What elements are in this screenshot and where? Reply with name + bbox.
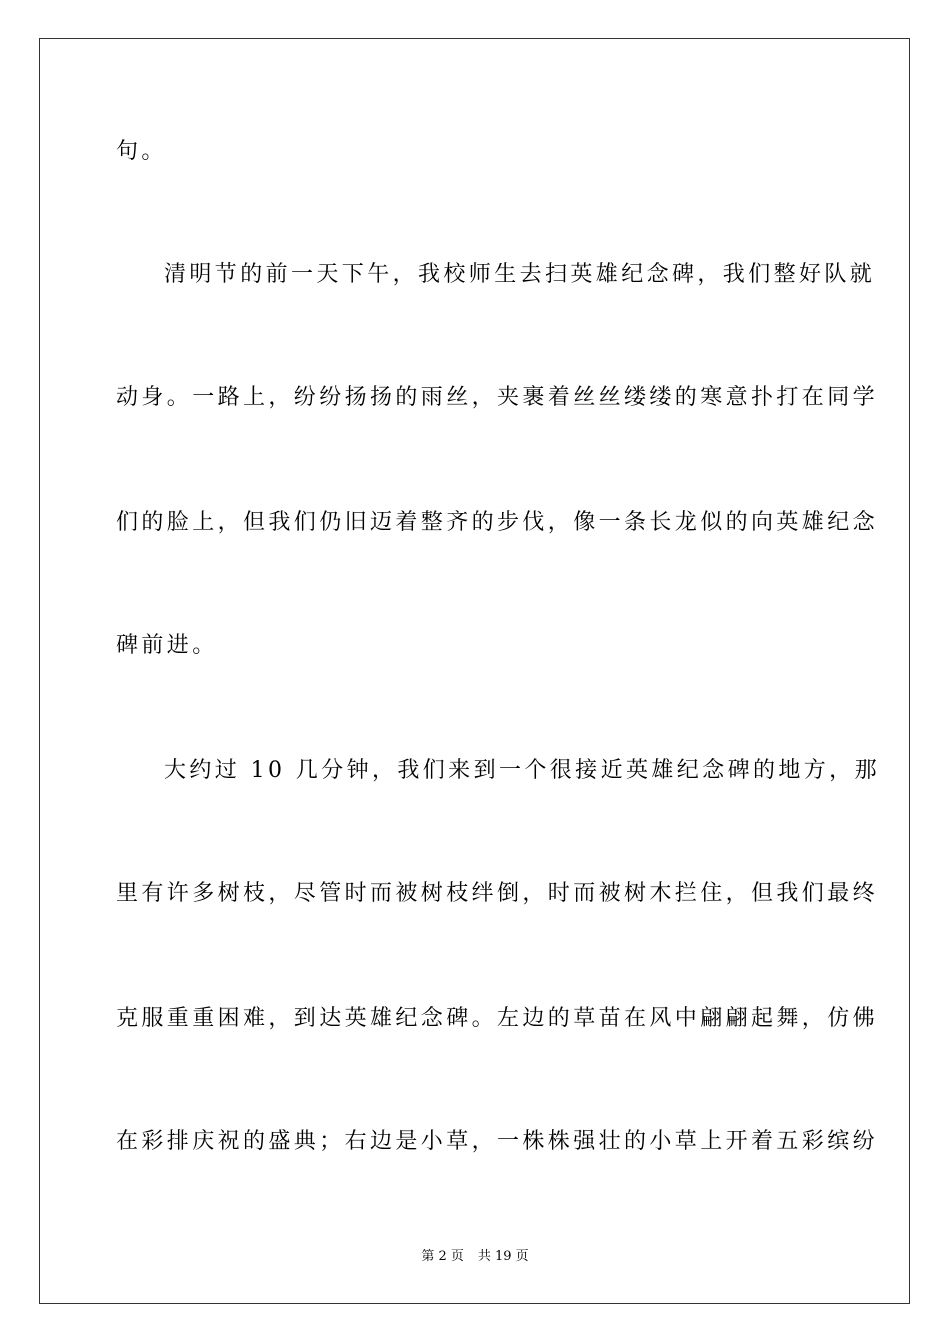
text-line-8: 克服重重困难，到达英雄纪念碑。左边的草苗在风中翩翩起舞，仿佛 [116, 1006, 879, 1031]
text-line-3: 动身。一路上，纷纷扬扬的雨丝，夹裹着丝丝缕缕的寒意扑打在同学 [116, 385, 879, 410]
page-total: 共 19 页 [477, 1249, 529, 1264]
text-line-2: 清明节的前一天下午，我校师生去扫英雄纪念碑，我们整好队就 [164, 262, 876, 287]
text-line-7: 里有许多树枝，尽管时而被树枝绊倒，时而被树木拦住，但我们最终 [116, 881, 879, 906]
page-border [39, 38, 910, 1304]
text-line-6: 大约过 10 几分钟，我们来到一个很接近英雄纪念碑的地方，那 [164, 758, 880, 783]
text-line-5: 碑前进。 [116, 633, 218, 658]
page-number: 第 2 页 [421, 1249, 464, 1264]
text-line-1: 句。 [116, 139, 167, 164]
text-line-9: 在彩排庆祝的盛典；右边是小草，一株株强壮的小草上开着五彩缤纷 [116, 1129, 879, 1154]
text-line-4: 们的脸上，但我们仍旧迈着整齐的步伐，像一条长龙似的向英雄纪念 [116, 510, 879, 535]
page-footer [0, 1249, 950, 1265]
